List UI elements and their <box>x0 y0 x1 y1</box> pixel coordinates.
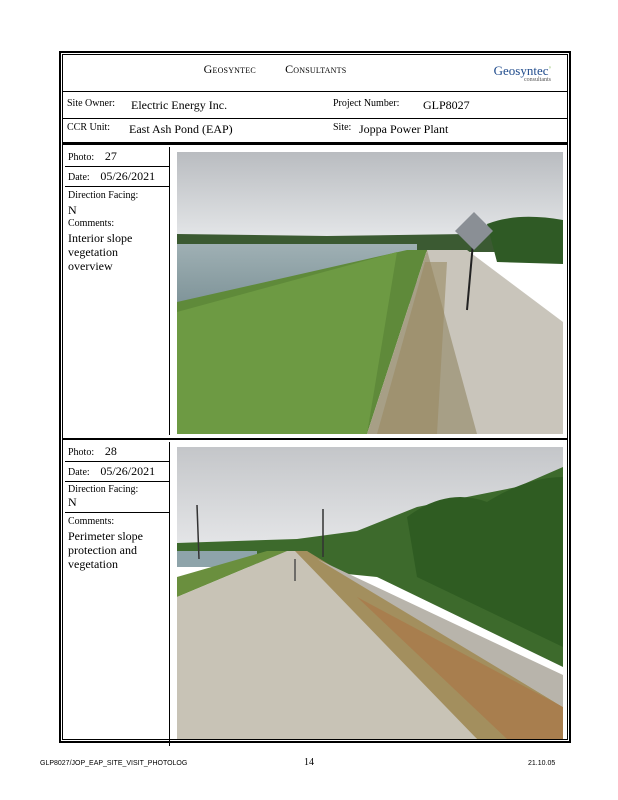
comment-line: Interior slope <box>68 231 133 245</box>
footer-doc-id: GLP8027/JOP_EAP_SITE_VISIT_PHOTOLOG <box>40 760 188 767</box>
logo-text: Geosyntec <box>493 63 549 78</box>
site-value: Joppa Power Plant <box>359 122 449 136</box>
ccr-unit-value: East Ash Pond (EAP) <box>129 122 233 136</box>
photo-27-info <box>65 147 170 435</box>
comments-label: Comments: <box>68 516 115 527</box>
photo-27-image <box>177 152 563 434</box>
photo-28-info <box>65 442 170 746</box>
ccr-unit-label: CCR Unit: <box>67 122 111 133</box>
comment-line: overview <box>68 259 113 273</box>
photo-log-sheet <box>59 51 571 743</box>
direction-value: N <box>68 495 77 509</box>
header <box>63 55 567 92</box>
geosyntec-logo <box>494 63 551 83</box>
comment-line: vegetation <box>68 557 118 571</box>
comments-label: Comments: <box>68 218 115 229</box>
project-number-label: Project Number: <box>333 98 400 109</box>
site-owner-label: Site Owner: <box>67 98 116 109</box>
project-number-value: GLP8027 <box>423 98 470 112</box>
photo-number: 28 <box>104 444 117 458</box>
photo-block-28 <box>63 438 567 746</box>
photo-date: 05/26/2021 <box>100 464 156 478</box>
photo-label: Photo: <box>68 447 95 458</box>
photo-28-image <box>177 447 563 739</box>
info-row-2 <box>63 116 567 143</box>
page-number: 14 <box>304 757 314 768</box>
site-owner-value: Electric Energy Inc. <box>131 98 228 112</box>
sheet-inner-border <box>62 54 568 740</box>
direction-label: Direction Facing: <box>68 484 139 495</box>
photo-label: Photo: <box>68 152 95 163</box>
logo-subtext: consultants <box>524 77 551 83</box>
date-label: Date: <box>68 467 90 478</box>
direction-label: Direction Facing: <box>68 190 139 201</box>
photo-number: 27 <box>104 149 117 163</box>
date-label: Date: <box>68 172 90 183</box>
photo-block-27 <box>63 143 567 435</box>
comment-line: vegetation <box>68 245 118 259</box>
logo-mark-icon: ◦ <box>548 63 551 72</box>
company-name <box>63 62 487 77</box>
company-word-1: Geosyntec <box>203 62 256 76</box>
photo-date: 05/26/2021 <box>100 169 156 183</box>
site-label: Site: <box>333 122 352 133</box>
info-row-1 <box>63 92 567 119</box>
footer-revision: 21.10.05 <box>528 760 556 767</box>
comment-line: protection and <box>68 543 137 557</box>
direction-value: N <box>68 203 77 217</box>
comment-line: Perimeter slope <box>68 529 143 543</box>
company-word-2: Consultants <box>285 62 347 76</box>
